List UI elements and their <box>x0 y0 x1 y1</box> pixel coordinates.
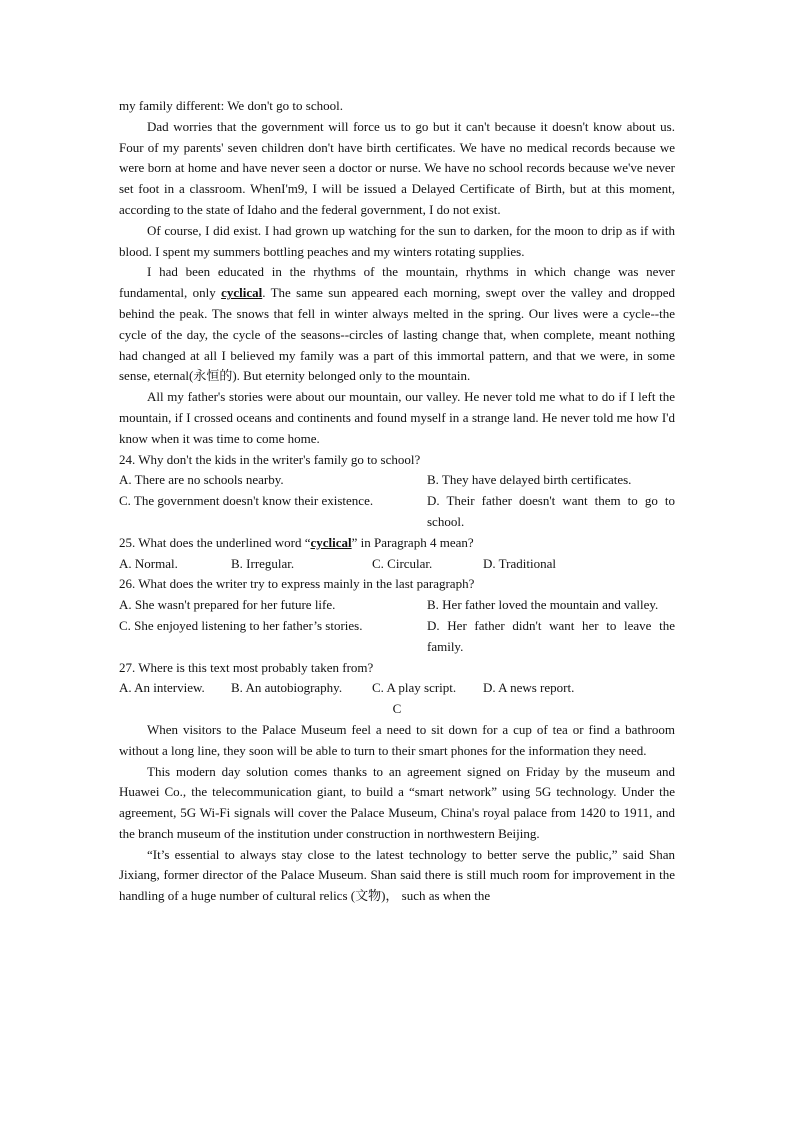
q27-option-a: A. An interview. <box>119 680 205 696</box>
paragraph-4-after: . The same sun appeared each morning, swept over the valley and dropped behind the peak. The snows that fell in winter always melted in the spring. Our lives were a cycle--the cycle of the day, the cycle of the seasons--circles of lasting change that, when complete, meant nothing had changed at all I believed my family was a part of this immortal pattern, and that we were, in some sense, eternal(永恒的). But eternity belonged only to the mountain. <box>119 285 675 384</box>
question-27-options <box>119 678 675 699</box>
q25-stem-before: 25. What does the underlined word “ <box>119 534 311 550</box>
q27-option-b: B. An autobiography. <box>231 680 343 696</box>
question-24-stem: 24. Why don't the kids in the writer's family go to school? <box>119 451 421 467</box>
paragraph-4 <box>119 262 675 387</box>
question-24-options <box>119 470 675 532</box>
paragraph-2: Dad worries that the government will force us to go but it can't because it doesn't know about us. Four of my parents' seven children don't have birth certificates. We have no medical records because we were born at home and have never seen a doctor or nurse. We have no school records because we've never set foot in a classroom. WhenI'm9, I will be issued a Delayed Certificate of Birth, but at this moment, according to the state of Idaho and the federal government, I do not exist. <box>119 118 675 217</box>
q25-option-c: C. Circular. <box>372 555 433 571</box>
q24-option-c: C. The government doesn't know their existence. <box>119 493 374 509</box>
question-26-options <box>119 595 675 657</box>
section-heading-c: C <box>392 701 402 717</box>
question-25-stem <box>119 533 675 554</box>
q24-option-d: D. Their father doesn't want them to go to school. <box>427 493 675 529</box>
paragraph-5: All my father's stories were about our mountain, our valley. He never told me what to do if I left the mountain, if I crossed oceans and continents and found myself in a strange land. He never told me how I'd know when it was time to come home. <box>119 389 675 446</box>
question-27-stem: 27. Where is this text most probably taken from? <box>119 659 374 675</box>
passage-c-paragraph-2: This modern day solution comes thanks to an agreement signed on Friday by the museum and Huawei Co., the telecommunication giant, to build a “smart network” using 5G technology. Under the agreement, 5G Wi-Fi signals will cover the Palace Museum, China's royal palace from 1420 to 1911, and the branch museum of the institution under construction in northwestern Beijing. <box>119 763 675 841</box>
q25-option-b: B. Irregular. <box>231 555 295 571</box>
q26-option-d: D. Her father didn't want her to leave the family. <box>427 617 675 654</box>
passage-c-paragraph-1: When visitors to the Palace Museum feel a need to sit down for a cup of tea or find a bathroom without a long line, they soon will be able to turn to their smart phones for the information they need. <box>119 721 675 758</box>
paragraph-3: Of course, I did exist. I had grown up watching for the sun to darken, for the moon to drip as if with blood. I spent my summers bottling peaches and my winters rotating supplies. <box>119 222 675 259</box>
q25-option-d: D. Traditional <box>483 555 556 571</box>
passage-c-paragraph-3: “It’s essential to always stay close to the latest technology to better serve the public,” said Shan Jixiang, former director of the Palace Museum. Shan said there is still much room for improvement in the handling of a huge number of cultural relics (文物)， such as when the <box>119 846 675 904</box>
question-25-options <box>119 554 675 575</box>
q26-option-b: B. Her father loved the mountain and valley. <box>427 597 659 613</box>
document-page <box>119 96 675 907</box>
q25-option-a: A. Normal. <box>119 555 178 571</box>
q27-option-c: C. A play script. <box>372 680 457 696</box>
underlined-word: cyclical <box>221 285 263 301</box>
q24-option-a: A. There are no schools nearby. <box>119 472 284 488</box>
q25-stem-after: ” in Paragraph 4 mean? <box>351 534 474 550</box>
question-26-stem: 26. What does the writer try to express mainly in the last paragraph? <box>119 576 475 592</box>
q26-option-a: A. She wasn't prepared for her future life. <box>119 597 336 613</box>
q25-underlined-word: cyclical <box>310 534 352 550</box>
q24-option-b: B. They have delayed birth certificates. <box>427 472 632 488</box>
paragraph-1: my family different: We don't go to school. <box>119 98 343 113</box>
paragraph-4-before: I had been educated in the rhythms of the mountain, rhythms in which change was never fundamental, only <box>119 264 675 301</box>
q27-option-d: D. A news report. <box>483 680 575 696</box>
q26-option-c: C. She enjoyed listening to her father’s stories. <box>119 617 363 633</box>
